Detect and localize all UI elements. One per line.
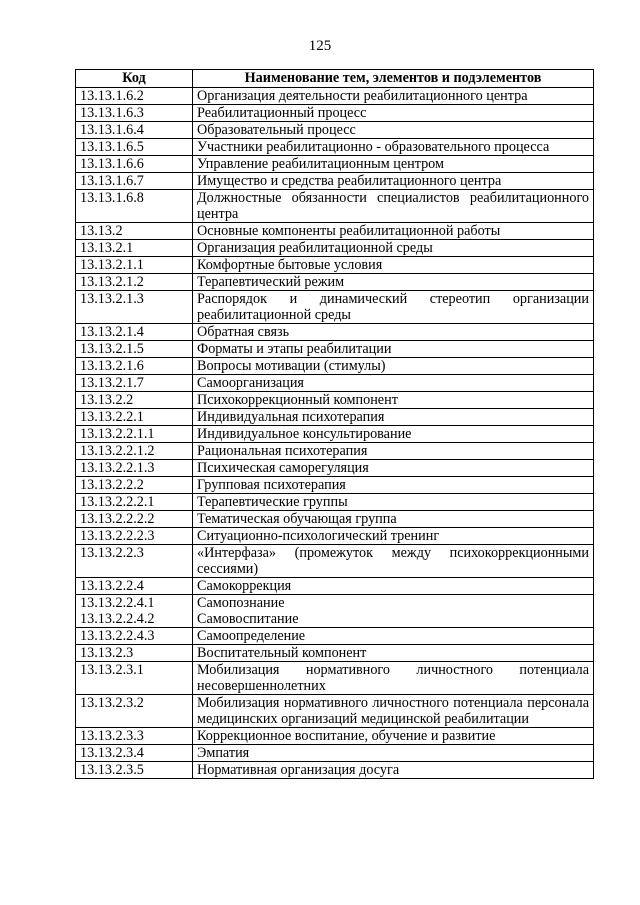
row-code: 13.13.2.3.4	[80, 745, 144, 761]
row-name: Тематическая обучающая группа	[197, 511, 397, 527]
row-code: 13.13.2.2.2.2	[80, 511, 155, 527]
row-name-cell	[193, 695, 594, 728]
table-row	[76, 291, 594, 324]
table-row	[76, 494, 594, 511]
row-code: 13.13.2.2.4.1	[80, 595, 155, 611]
row-code: 13.13.2.1.3	[80, 291, 144, 307]
table-row	[76, 695, 594, 728]
row-name: Психокоррекционный компонент	[197, 392, 398, 408]
row-name: Терапевтический режим	[197, 274, 345, 290]
row-name-cell	[193, 341, 594, 358]
table-row	[76, 190, 594, 223]
row-code: 13.13.2.3.1	[80, 662, 144, 678]
table-row	[76, 324, 594, 341]
row-code: 13.13.2.2.1.3	[80, 460, 155, 476]
row-name-cell	[193, 223, 594, 240]
row-code: 13.13.2.1	[80, 240, 134, 256]
row-code-cell	[76, 477, 193, 494]
row-name: Самопознание	[197, 595, 285, 611]
table-row	[76, 173, 594, 190]
row-name-cell	[193, 528, 594, 545]
row-code-cell	[76, 494, 193, 511]
table-row	[76, 274, 594, 291]
row-code-cell	[76, 595, 193, 628]
row-name-cell	[193, 662, 594, 695]
row-name-cell	[193, 745, 594, 762]
table-row	[76, 105, 594, 122]
table-row	[76, 375, 594, 392]
table-body	[76, 88, 594, 779]
row-name: Самокоррекция	[197, 578, 292, 594]
row-code-cell	[76, 139, 193, 156]
row-name-cell	[193, 409, 594, 426]
row-name-cell	[193, 628, 594, 645]
row-name-cell	[193, 156, 594, 173]
row-name-cell	[193, 139, 594, 156]
row-code-cell	[76, 426, 193, 443]
row-code-cell	[76, 257, 193, 274]
row-code: 13.13.2.1.4	[80, 324, 144, 340]
row-code: 13.13.2.1.6	[80, 358, 144, 374]
table-row	[76, 477, 594, 494]
table-row	[76, 409, 594, 426]
row-name: Должностные обязанности специалистов реабилитационного центра	[197, 190, 589, 222]
row-code-cell	[76, 324, 193, 341]
row-code: 13.13.2.1.1	[80, 257, 144, 273]
row-code-cell	[76, 662, 193, 695]
table-row	[76, 426, 594, 443]
row-name-cell	[193, 274, 594, 291]
row-code: 13.13.2.2.2	[80, 477, 144, 493]
row-name-cell	[193, 392, 594, 409]
table-row	[76, 645, 594, 662]
row-name-cell	[193, 545, 594, 578]
row-name: Форматы и этапы реабилитации	[197, 341, 392, 357]
row-name-cell	[193, 426, 594, 443]
row-name: Организация реабилитационной среды	[197, 240, 433, 256]
row-code-cell	[76, 223, 193, 240]
row-name-cell	[193, 443, 594, 460]
table-row	[76, 223, 594, 240]
row-code: 13.13.2.1.7	[80, 375, 144, 391]
row-code-cell	[76, 728, 193, 745]
table-row	[76, 595, 594, 628]
row-name: Групповая психотерапия	[197, 477, 346, 493]
row-code: 13.13.2.3.2	[80, 695, 144, 711]
row-code: 13.13.2.2.3	[80, 545, 144, 561]
table-row	[76, 728, 594, 745]
row-code-cell	[76, 762, 193, 779]
row-name: Самоорганизация	[197, 375, 304, 391]
row-code: 13.13.2.1.2	[80, 274, 144, 290]
row-name: Управление реабилитационным центром	[197, 156, 444, 172]
header-code: Код	[76, 70, 193, 88]
row-code-cell	[76, 511, 193, 528]
table-row	[76, 392, 594, 409]
row-name-cell	[193, 595, 594, 628]
table-row	[76, 139, 594, 156]
row-name: Терапевтические группы	[197, 494, 348, 510]
table-row	[76, 662, 594, 695]
row-name-cell	[193, 240, 594, 257]
table-row	[76, 443, 594, 460]
row-code-cell	[76, 578, 193, 595]
row-name: Имущество и средства реабилитационного центра	[197, 173, 502, 189]
row-code: 13.13.1.6.6	[80, 156, 144, 172]
table-row	[76, 122, 594, 139]
row-name-cell	[193, 324, 594, 341]
row-code: 13.13.1.6.3	[80, 105, 144, 121]
table-row	[76, 745, 594, 762]
row-code-cell	[76, 545, 193, 578]
table-row	[76, 240, 594, 257]
row-name: Психическая саморегуляция	[197, 460, 369, 476]
row-code-cell	[76, 341, 193, 358]
row-name-cell	[193, 511, 594, 528]
row-code-cell	[76, 156, 193, 173]
row-code: 13.13.2.2.4.2	[80, 611, 155, 627]
table-row	[76, 511, 594, 528]
row-name-cell	[193, 291, 594, 324]
row-code: 13.13.2.3.5	[80, 762, 144, 778]
row-name: Рациональная психотерапия	[197, 443, 368, 459]
table-row	[76, 762, 594, 779]
row-name: Мобилизация нормативного личностного потенциала несовершеннолетних	[197, 662, 589, 694]
row-code-cell	[76, 173, 193, 190]
row-name-cell	[193, 122, 594, 139]
row-name: Участники реабилитационно - образовательного процесса	[197, 139, 550, 155]
row-name: Реабилитационный процесс	[197, 105, 367, 121]
row-code: 13.13.2	[80, 223, 123, 239]
row-name: Самовоспитание	[197, 611, 299, 627]
row-code: 13.13.2.2	[80, 392, 134, 408]
row-code: 13.13.2.2.4.3	[80, 628, 155, 644]
row-code-cell	[76, 291, 193, 324]
table-row	[76, 156, 594, 173]
row-code-cell	[76, 745, 193, 762]
row-code-cell	[76, 645, 193, 662]
row-name-cell	[193, 494, 594, 511]
row-code: 13.13.2.3	[80, 645, 134, 661]
row-name: Эмпатия	[197, 745, 250, 761]
row-name: Нормативная организация досуга	[197, 762, 400, 778]
row-name-cell	[193, 460, 594, 477]
row-name-cell	[193, 477, 594, 494]
row-name-cell	[193, 762, 594, 779]
row-name: Воспитательный компонент	[197, 645, 367, 661]
row-name: Индивидуальное консультирование	[197, 426, 412, 442]
row-code: 13.13.2.2.1.2	[80, 443, 155, 459]
table-row	[76, 545, 594, 578]
row-code-cell	[76, 392, 193, 409]
table-row	[76, 358, 594, 375]
table-row	[76, 257, 594, 274]
row-code: 13.13.1.6.2	[80, 88, 144, 104]
row-code: 13.13.2.2.2.1	[80, 494, 155, 510]
row-name-cell	[193, 257, 594, 274]
row-code: 13.13.2.2.2.3	[80, 528, 155, 544]
row-name: Коррекционное воспитание, обучение и развитие	[197, 728, 496, 744]
row-name-cell	[193, 375, 594, 392]
row-code: 13.13.1.6.7	[80, 173, 144, 189]
row-name: Основные компоненты реабилитационной работы	[197, 223, 501, 239]
row-code: 13.13.2.2.1	[80, 409, 144, 425]
row-name: Мобилизация нормативного личностного потенциала персонала медицинских организаций медицинской реабилитации	[197, 695, 589, 727]
row-code-cell	[76, 409, 193, 426]
page-number: 125	[308, 38, 332, 54]
row-code-cell	[76, 358, 193, 375]
table-row	[76, 628, 594, 645]
row-name-cell	[193, 105, 594, 122]
header-name: Наименование тем, элементов и подэлементов	[193, 70, 594, 88]
row-name-cell	[193, 358, 594, 375]
row-code: 13.13.1.6.4	[80, 122, 144, 138]
row-code: 13.13.2.1.5	[80, 341, 144, 357]
row-code: 13.13.2.2.4	[80, 578, 144, 594]
row-name: Ситуационно-психологический тренинг	[197, 528, 440, 544]
row-name: Индивидуальная психотерапия	[197, 409, 385, 425]
row-name: Обратная связь	[197, 324, 290, 340]
table-row	[76, 578, 594, 595]
row-code-cell	[76, 122, 193, 139]
row-name-cell	[193, 728, 594, 745]
row-code-cell	[76, 375, 193, 392]
row-name-cell	[193, 578, 594, 595]
row-code-cell	[76, 460, 193, 477]
row-code-cell	[76, 443, 193, 460]
row-code-cell	[76, 190, 193, 223]
row-code-cell	[76, 105, 193, 122]
topics-table	[75, 69, 594, 779]
row-name: Распорядок и динамический стереотип организации реабилитационной среды	[197, 291, 589, 323]
row-code: 13.13.1.6.5	[80, 139, 144, 155]
row-code-cell	[76, 240, 193, 257]
row-code-cell	[76, 695, 193, 728]
table-row	[76, 460, 594, 477]
table-row	[76, 88, 594, 105]
row-name: Организация деятельности реабилитационного центра	[197, 88, 528, 104]
row-code-cell	[76, 528, 193, 545]
row-name: Комфортные бытовые условия	[197, 257, 383, 273]
row-code: 13.13.2.2.1.1	[80, 426, 155, 442]
row-name: Вопросы мотивации (стимулы)	[197, 358, 386, 374]
table-row	[76, 341, 594, 358]
row-code: 13.13.2.3.3	[80, 728, 144, 744]
row-name: «Интерфаза» (промежуток между психокоррекционными сессиями)	[197, 545, 589, 577]
row-name: Образовательный процесс	[197, 122, 356, 138]
row-name-cell	[193, 190, 594, 223]
row-name-cell	[193, 645, 594, 662]
row-name: Самоопределение	[197, 628, 306, 644]
row-code-cell	[76, 88, 193, 105]
row-name-cell	[193, 88, 594, 105]
table-row	[76, 528, 594, 545]
row-name-cell	[193, 173, 594, 190]
row-code: 13.13.1.6.8	[80, 190, 144, 206]
row-code-cell	[76, 274, 193, 291]
table-header-row	[76, 70, 594, 88]
row-code-cell	[76, 628, 193, 645]
